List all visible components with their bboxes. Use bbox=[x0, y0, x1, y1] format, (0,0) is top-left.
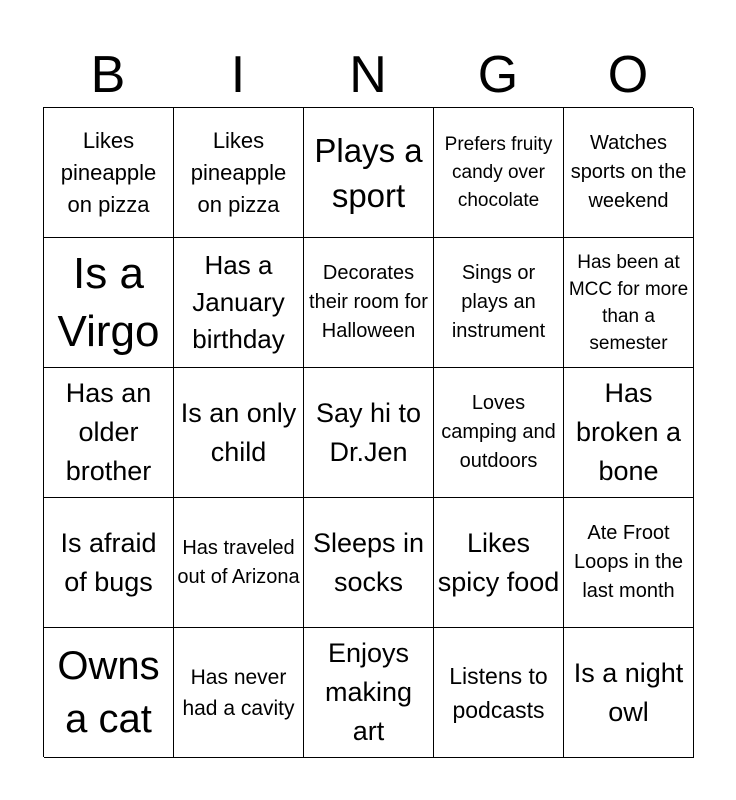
bingo-cell-2-5[interactable]: Has been at MCC for more than a semester bbox=[564, 238, 694, 368]
bingo-cell-5-4[interactable]: Listens to podcasts bbox=[434, 628, 564, 758]
bingo-cell-5-2[interactable]: Has never had a cavity bbox=[174, 628, 304, 758]
bingo-cell-1-5[interactable]: Watches sports on the weekend bbox=[564, 108, 694, 238]
bingo-cell-1-1[interactable]: Likes pineapple on pizza bbox=[44, 108, 174, 238]
bingo-cell-3-1[interactable]: Has an older brother bbox=[44, 368, 174, 498]
bingo-cell-2-4[interactable]: Sings or plays an instrument bbox=[434, 238, 564, 368]
bingo-cell-5-5[interactable]: Is a night owl bbox=[564, 628, 694, 758]
bingo-cell-5-3[interactable]: Enjoys making art bbox=[304, 628, 434, 758]
bingo-board bbox=[43, 107, 693, 757]
bingo-cell-4-2[interactable]: Has traveled out of Arizona bbox=[174, 498, 304, 628]
bingo-cell-3-3[interactable]: Say hi to Dr.Jen bbox=[304, 368, 434, 498]
bingo-cell-1-4[interactable]: Prefers fruity candy over chocolate bbox=[434, 108, 564, 238]
bingo-cell-4-4[interactable]: Likes spicy food bbox=[434, 498, 564, 628]
bingo-cell-2-1[interactable]: Is a Virgo bbox=[44, 238, 174, 368]
bingo-cell-3-2[interactable]: Is an only child bbox=[174, 368, 304, 498]
header-letter-b: B bbox=[90, 46, 126, 104]
bingo-cell-3-4[interactable]: Loves camping and outdoors bbox=[434, 368, 564, 498]
bingo-cell-1-3[interactable]: Plays a sport bbox=[304, 108, 434, 238]
header-letter-o: O bbox=[607, 46, 649, 104]
bingo-cell-4-5[interactable]: Ate Froot Loops in the last month bbox=[564, 498, 694, 628]
bingo-cell-3-5[interactable]: Has broken a bone bbox=[564, 368, 694, 498]
header-letter-g: G bbox=[477, 46, 519, 104]
bingo-cell-4-1[interactable]: Is afraid of bugs bbox=[44, 498, 174, 628]
bingo-header bbox=[43, 44, 693, 106]
bingo-cell-2-2[interactable]: Has a January birthday bbox=[174, 238, 304, 368]
bingo-cell-1-2[interactable]: Likes pineapple on pizza bbox=[174, 108, 304, 238]
header-letter-n: N bbox=[349, 46, 387, 104]
header-letter-i: I bbox=[230, 46, 246, 104]
bingo-cell-5-1[interactable]: Owns a cat bbox=[44, 628, 174, 758]
bingo-cell-2-3[interactable]: Decorates their room for Halloween bbox=[304, 238, 434, 368]
bingo-cell-4-3[interactable]: Sleeps in socks bbox=[304, 498, 434, 628]
